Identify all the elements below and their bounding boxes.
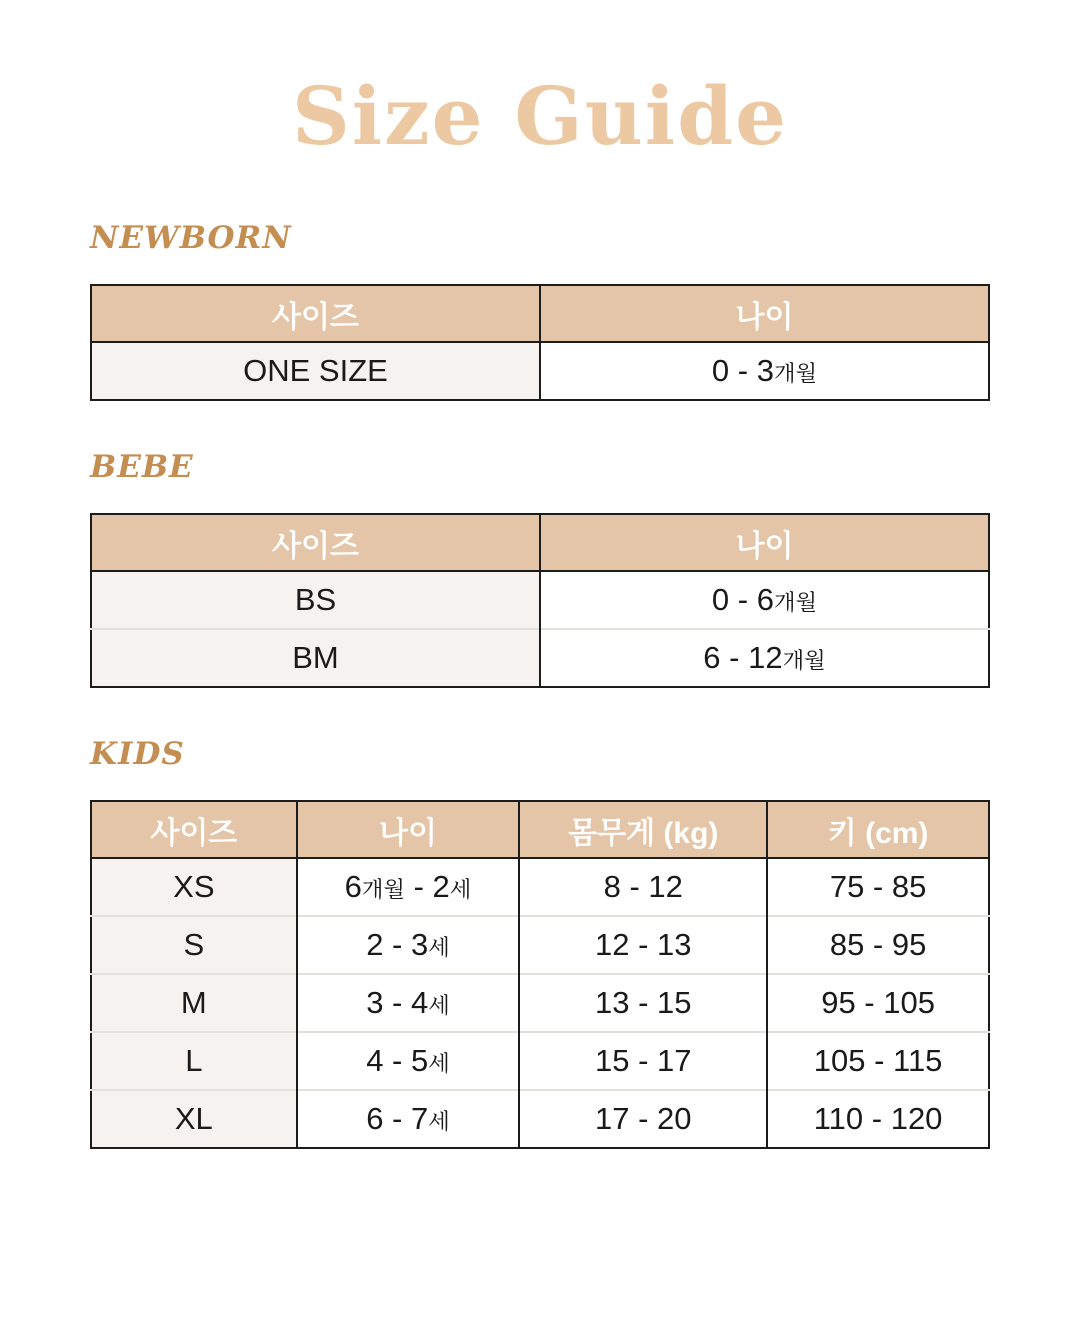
kids-size-table [90, 800, 990, 1149]
column-header: 몸무게 (kg) [519, 801, 767, 858]
table-cell: 13 - 15 [519, 974, 767, 1032]
value-text: 4 - 5 [366, 1043, 429, 1078]
value-text: 0 - 3 [711, 353, 774, 388]
table-cell [297, 1032, 520, 1090]
value-text: 6 - 7 [366, 1101, 429, 1136]
table-cell: XS [91, 858, 297, 916]
column-header: 사이즈 [91, 514, 540, 571]
table-cell [540, 342, 989, 400]
newborn-size-table [90, 284, 990, 401]
table-cell [540, 629, 989, 687]
unit-suffix: 세 [428, 1109, 450, 1134]
section-heading-newborn: NEWBORN [90, 220, 292, 256]
size-guide-page [90, 68, 990, 1149]
section-kids [90, 736, 990, 1149]
table-cell: 110 - 120 [767, 1090, 989, 1148]
column-header: 키 (cm) [767, 801, 989, 858]
header-row [91, 801, 989, 858]
table-cell: 95 - 105 [767, 974, 989, 1032]
section-bebe [90, 449, 990, 688]
table-cell: 105 - 115 [767, 1032, 989, 1090]
table-cell: 85 - 95 [767, 916, 989, 974]
unit-suffix: 세 [428, 1051, 450, 1076]
table-cell [297, 916, 520, 974]
unit-suffix: 개월 [773, 361, 818, 386]
table-cell: 75 - 85 [767, 858, 989, 916]
table-cell: BM [91, 629, 540, 687]
header-row [91, 514, 989, 571]
table-cell [297, 858, 520, 916]
table-cell: M [91, 974, 297, 1032]
table-cell: XL [91, 1090, 297, 1148]
table-cell [297, 1090, 520, 1148]
unit-suffix: 세 [428, 993, 450, 1018]
section-newborn [90, 220, 990, 401]
value-text: 6 [344, 869, 362, 904]
value-text: 6 - 12 [703, 640, 783, 675]
table-row [91, 629, 989, 687]
page-title: Size Guide [291, 69, 789, 163]
table-cell: S [91, 916, 297, 974]
table-cell: 8 - 12 [519, 858, 767, 916]
table-cell: 12 - 13 [519, 916, 767, 974]
table-cell [297, 974, 520, 1032]
bebe-size-table [90, 513, 990, 688]
value-text: 2 - 3 [366, 927, 429, 962]
section-heading-kids: KIDS [90, 736, 185, 772]
table-row [91, 342, 989, 400]
table-cell: ONE SIZE [91, 342, 540, 400]
table-cell [540, 571, 989, 629]
table-cell: BS [91, 571, 540, 629]
column-header: 사이즈 [91, 285, 540, 342]
table-row [91, 916, 989, 974]
table-cell: 15 - 17 [519, 1032, 767, 1090]
unit-suffix: 세 [428, 935, 450, 960]
unit-suffix: 개월 [361, 877, 405, 902]
value-text: 0 - 6 [711, 582, 774, 617]
unit-suffix: 개월 [782, 648, 826, 673]
table-row [91, 1032, 989, 1090]
value-text: 3 - 4 [366, 985, 429, 1020]
table-row [91, 1090, 989, 1148]
table-cell: L [91, 1032, 297, 1090]
table-cell: 17 - 20 [519, 1090, 767, 1148]
column-header: 사이즈 [91, 801, 297, 858]
header-row [91, 285, 989, 342]
unit-suffix: 세 [449, 877, 472, 902]
unit-suffix: 개월 [773, 590, 818, 615]
section-heading-bebe: BEBE [90, 449, 194, 485]
column-header: 나이 [540, 514, 989, 571]
table-row [91, 974, 989, 1032]
table-row [91, 571, 989, 629]
column-header: 나이 [540, 285, 989, 342]
table-row [91, 858, 989, 916]
column-header: 나이 [297, 801, 520, 858]
value-text: - 2 [404, 869, 450, 904]
